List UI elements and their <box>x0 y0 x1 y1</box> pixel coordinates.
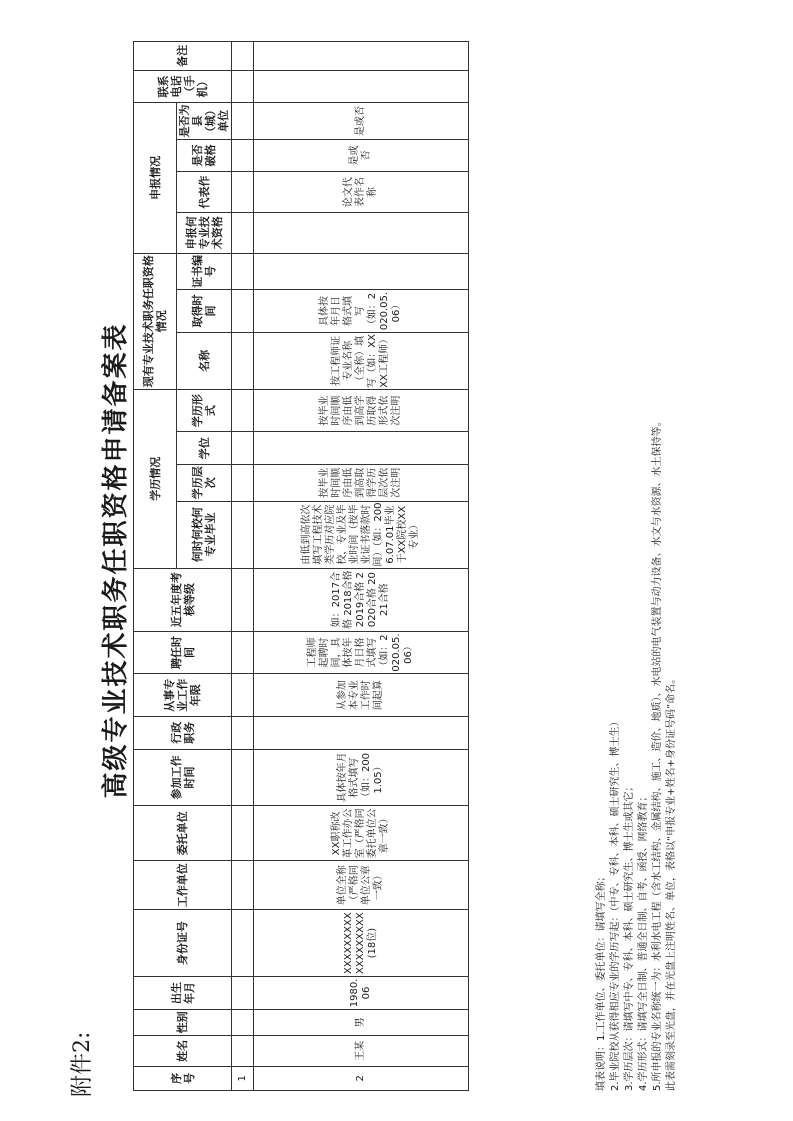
cell-work-unit: 单位全称（严格同单位公章一致） <box>254 861 469 910</box>
cell-cur-cert <box>254 253 469 290</box>
cell-hire-time: 工程师起聘时间，具体按年月日格式填写（如：2020.05.06） <box>254 631 469 674</box>
cell-cur-time: 具体按年月日格式填写（如：2020.05.06） <box>254 290 469 333</box>
cell-edu-level: 按毕业时间顺序由低到高取得学历层次依次注明 <box>254 464 469 501</box>
header-remark: 备注 <box>134 42 232 71</box>
cell-work-start: 具体按年月格式填写（如：2001.05） <box>254 749 469 806</box>
cell-birth: 1980.06 <box>254 977 469 1010</box>
cell-name: 王某 <box>254 1036 469 1066</box>
header-recent-assess: 近五年度考核等级 <box>134 568 232 631</box>
cell-county <box>232 103 254 140</box>
cell-phone <box>232 70 254 103</box>
form-title: 高级专业技术职务任职资格申请备案表 <box>101 322 131 799</box>
header-name: 姓名 <box>134 1036 232 1066</box>
attachment-label: 附件2: <box>70 1031 95 1097</box>
cell-phone <box>254 70 469 103</box>
cell-hire-time <box>232 631 254 674</box>
header-county: 是否为县（城）单位 <box>178 104 230 138</box>
header-id-no: 身份证号 <box>134 910 232 977</box>
cell-edu-form <box>232 389 254 432</box>
header-cur-group: 现有专业技术职务任职资格情况 <box>134 253 177 389</box>
note-line: 3.学历层次：请填写中专、专科、本科、硕士研究生、博士生或其它； <box>624 781 635 1091</box>
cell-recent-assess <box>232 568 254 631</box>
cell-admin-post <box>254 717 469 750</box>
cell-cur-cert <box>232 253 254 290</box>
header-birth: 出生年月 <box>134 977 232 1010</box>
cell-work-start <box>232 749 254 806</box>
cell-id-no <box>232 910 254 977</box>
cell-cur-time <box>232 290 254 333</box>
cell-edu-school: 由低到高依次填写工程技术类学历对应院校，专业及毕业时间（按毕业证书落款时间）（如：2006.07.01毕业于XX院校XX专业） <box>254 501 469 568</box>
cell-id-no: XXXXXXXXXXXXXXXXXX(18位) <box>254 910 469 977</box>
header-hire-time: 聘任时间 <box>134 631 232 674</box>
cell-entrust-unit: XX职称改革工作办公室（严格同委托单位公章一致） <box>254 806 469 861</box>
cell-cur-name <box>232 332 254 389</box>
cell-county: 是或否 <box>254 103 469 140</box>
note-line: 5.所申报的专业名称统一为：水利水电工程（含水工结构、金属结构、施工、造价、地质）、水电站的电气装置与动力设备、水文与水资源、水土保持等。 <box>652 416 663 1091</box>
cell-edu-form: 按毕业时间顺序由低到高学历取得形式依次注明 <box>254 389 469 432</box>
cell-admin-post <box>232 717 254 750</box>
application-table <box>133 41 469 1091</box>
cell-apply-type <box>232 212 254 253</box>
header-admin-post: 行政职务 <box>134 717 232 750</box>
header-phone: 联系电话（手机） <box>134 70 232 103</box>
cell-remark <box>232 42 254 71</box>
header-apply-type: 申报何专业技术资格 <box>177 212 232 253</box>
header-edu-level: 学历层次 <box>177 464 232 501</box>
fill-instructions <box>595 41 679 1091</box>
table-row <box>254 42 469 1091</box>
header-rep-work: 代表作 <box>177 172 232 213</box>
cell-name <box>232 1036 254 1066</box>
header-no: 序号 <box>134 1066 232 1090</box>
header-entrust-unit: 委托单位 <box>134 806 232 861</box>
cell-prof-years: 从参加本专业工作时间起算 <box>254 674 469 717</box>
cell-cur-name: 按工程师证专业名称（全称）填写（如：XXXX工程师） <box>254 332 469 389</box>
cell-exempt <box>232 139 254 172</box>
cell-rep-work <box>232 172 254 213</box>
cell-no: 1 <box>232 1066 254 1090</box>
header-cur-cert: 证书编号 <box>177 253 232 290</box>
header-gender: 性别 <box>134 1009 232 1035</box>
cell-apply-type <box>254 212 469 253</box>
cell-rep-work: 论文代表作名称 <box>254 172 469 213</box>
header-edu-school: 何时何校何专业毕业 <box>177 501 232 568</box>
header-degree: 学位 <box>177 432 232 465</box>
cell-gender <box>232 1009 254 1035</box>
cell-remark <box>254 42 469 71</box>
cell-degree <box>254 432 469 465</box>
cell-degree <box>232 432 254 465</box>
cell-no: 2 <box>254 1066 469 1090</box>
cell-work-unit <box>232 861 254 910</box>
header-apply-group: 申报情况 <box>134 103 177 253</box>
cell-gender: 男 <box>254 1009 469 1035</box>
cell-prof-years <box>232 674 254 717</box>
cell-exempt: 是或否 <box>254 139 469 172</box>
header-cur-time: 取得时间 <box>177 290 232 333</box>
header-work-start: 参加工作时间 <box>134 749 232 806</box>
header-edu-group: 学历情况 <box>134 389 177 568</box>
note-line: 2.毕业院校从获得相应专业的学历写起：（中专、专科、本科、硕士研究生、博士生） <box>610 716 621 1091</box>
note-line: 填表说明：1.工作单位、委托单位：请填写全称； <box>596 871 607 1091</box>
note-line: 此表需刻录至光盘，并在光盘上注明姓名、单位，表格以“申报专业+姓名+身份证号码”命名。 <box>666 673 677 1091</box>
header-prof-years: 从事专业工作年限 <box>134 674 232 717</box>
cell-birth <box>232 977 254 1010</box>
cell-recent-assess: 如：2017合格 2018合格 2019合格 2020合格 2021合格 <box>254 568 469 631</box>
cell-edu-school <box>232 501 254 568</box>
header-exempt: 是否破格 <box>177 139 232 172</box>
cell-edu-level <box>232 464 254 501</box>
header-edu-form: 学历形式 <box>177 389 232 432</box>
header-work-unit: 工作单位 <box>134 861 232 910</box>
header-row-1 <box>134 42 177 1091</box>
header-cur-name: 名称 <box>177 332 232 389</box>
table-row <box>232 42 254 1091</box>
note-line: 4.学历形式：请填写全日制、普通全日制、自考、函授、网络教育； <box>638 791 649 1091</box>
cell-entrust-unit <box>232 806 254 861</box>
